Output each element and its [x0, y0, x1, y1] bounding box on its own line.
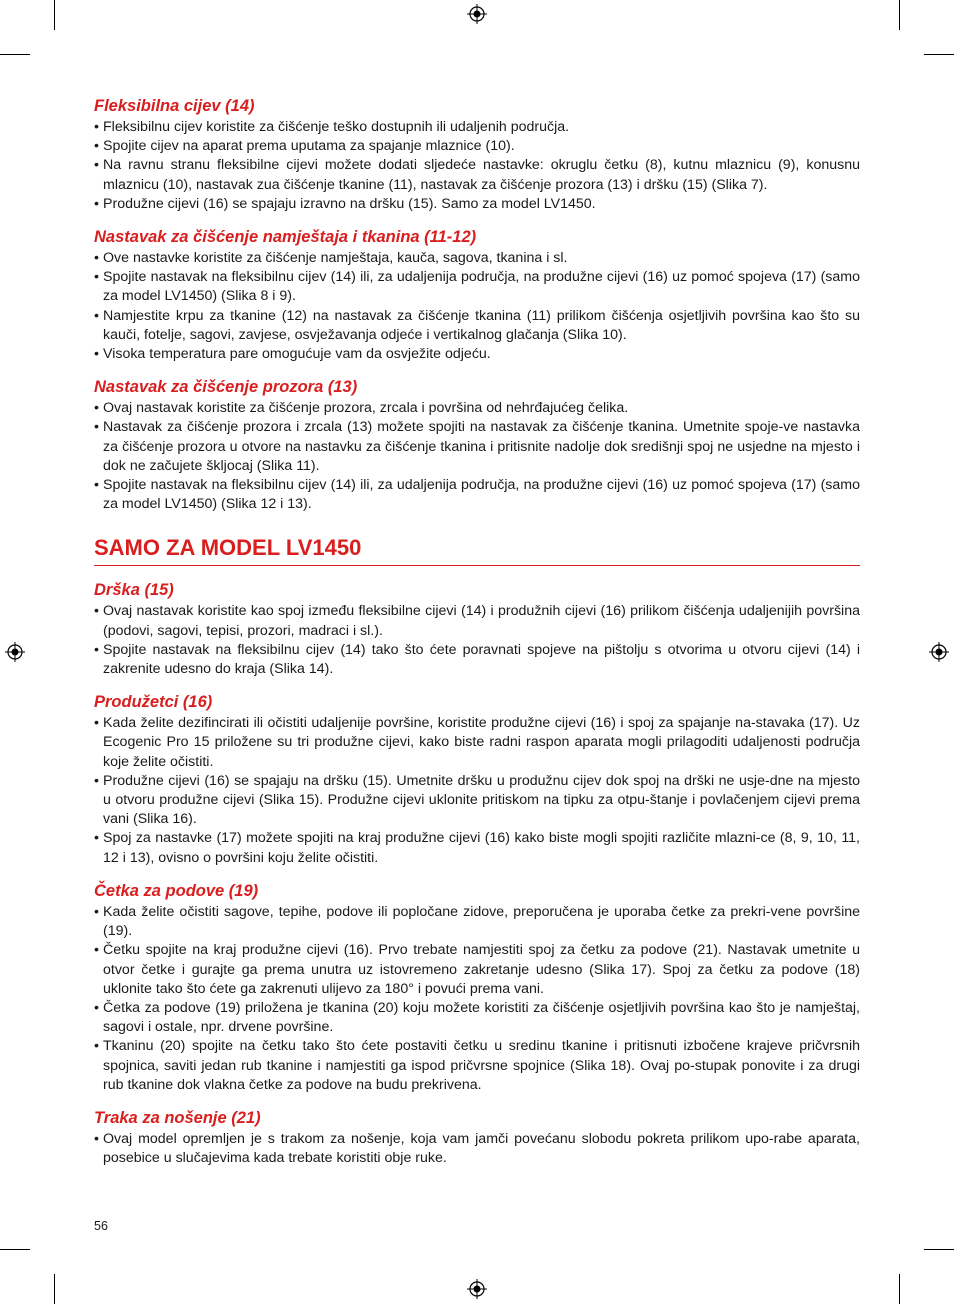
list-item: • Kada želite očistiti sagove, tepihe, podove ili popločane zidove, preporučena je uporaba četke za prekri-vene površine (19).	[94, 903, 860, 941]
list-item: • Fleksibilnu cijev koristite za čišćenje teško dostupnih ili udaljenih područja.	[94, 118, 860, 137]
section-heading: Četka za podove (19)	[94, 881, 259, 900]
section-heading: Traka za nošenje (21)	[94, 1108, 261, 1127]
bullet-list	[94, 714, 860, 868]
list-item: • Spojite nastavak na fleksibilnu cijev (14) ili, za udaljenija područja, na produžne cijevi (16) uz pomoć spojeva (17) (samo za model LV1450) (Slika 8 i 9).	[94, 268, 860, 306]
registration-mark-icon	[467, 1279, 487, 1299]
list-item: • Na ravnu stranu fleksibilne cijevi možete dodati sljedeće nastavke: okruglu četku (8), kutnu mlaznicu (9), konusnu mlaznicu (10), nastavak zua čišćenje tkanine (11), nastavak za čišćenje prozora (13) i dršku (15) (Slika 7).	[94, 156, 860, 194]
bullet-list	[94, 1130, 860, 1168]
sections-bottom	[94, 580, 860, 1168]
main-heading: SAMO ZA MODEL LV1450	[94, 534, 860, 566]
crop-mark	[0, 54, 30, 55]
list-item: • Spojite nastavak na fleksibilnu cijev (14) ili, za udaljenija područja, na produžne cijevi (16) uz pomoć spojeva (17) (samo za model LV1450) (Slika 12 i 13).	[94, 476, 860, 514]
crop-mark	[54, 1274, 55, 1304]
registration-mark-icon	[467, 4, 487, 24]
section-heading: Produžetci (16)	[94, 693, 213, 712]
list-item: • Spojite cijev na aparat prema uputama za spajanje mlaznice (10).	[94, 137, 860, 156]
bullet-list	[94, 249, 860, 364]
crop-mark	[54, 0, 55, 30]
section-heading: Drška (15)	[94, 581, 174, 600]
list-item: • Tkaninu (20) spojite na četku tako što ćete postaviti četku u sredinu tkanine i pritisnuti izbočene krajeve pričvrsnih spojnica, saviti jedan rub tkanine i namjestiti ga ispod pričvrsne spojnice (Slika 18). Ovaj po-stupak ponovite i za drugi rub tkanine dok vlakna četke za podove na budu prekrivena.	[94, 1037, 860, 1095]
page-number: 56	[94, 1219, 108, 1233]
bullet-list	[94, 602, 860, 679]
list-item: • Četku spojite na kraj produžne cijevi (16). Prvo trebate namjestiti spoj za četku za podove (21). Nastavak umetnite u otvor četke i gurajte ga prema unutra uz istovremeno zakretanje udesno (Slika 17). Spoj za četku za podove (18) uklonite tako što ćete ga zakrenuti ulijevo za 180° i povući prema vani.	[94, 941, 860, 999]
list-item: • Visoka temperatura pare omogućuje vam da osvježite odjeću.	[94, 345, 860, 364]
section-heading: Fleksibilna cijev (14)	[94, 97, 255, 115]
section-heading: Nastavak za čišćenje namještaja i tkanina (11-12)	[94, 228, 477, 247]
list-item: • Kada želite dezifincirati ili očistiti udaljenije površine, koristite produžne cijevi (16) i spoj za spajanje na-stavaka (17). Uz Ecogenic Pro 15 priložene su tri produžne cijevi, kako biste radni raspon aparata mogli prilagoditi udaljenosti područja koje želite očistiti.	[94, 714, 860, 772]
list-item: • Ovaj nastavak koristite za čišćenje prozora, zrcala i površina od nehrđajućeg čelika.	[94, 399, 860, 418]
list-item: • Ovaj nastavak koristite kao spoj između fleksibilne cijevi (14) i produžnih cijevi (16) prilikom čišćenja udaljenijih površina (podovi, sagovi, tepisi, prozori, madraci i sl.).	[94, 602, 860, 640]
bullet-list	[94, 903, 860, 1095]
bullet-list	[94, 399, 860, 514]
crop-mark	[899, 0, 900, 30]
list-item: • Nastavak za čišćenje prozora i zrcala (13) možete spojiti na nastavak za čišćenje tkanina. Umetnite spoje-ve nastavka za čišćenje prozora u otvore na nastavku za čišćenje tkanina i pritisnite nadolje dok središnji spoj ne usjedne na mjesto i dok ne začujete škljocaj (Slika 11).	[94, 418, 860, 476]
page-content	[94, 96, 860, 1181]
list-item: • Namjestite krpu za tkanine (12) na nastavak za čišćenje tkanina (11) prilikom čišćenja osjetljivih površina kao što su kauči, fotelje, sagovi, zavjese, osvježavanja odjeće i vertikalnog glačanja (Slika 10).	[94, 307, 860, 345]
crop-mark	[0, 1249, 30, 1250]
crop-mark	[924, 54, 954, 55]
list-item: • Produžne cijevi (16) se spajaju izravno na dršku (15). Samo za model LV1450.	[94, 195, 860, 214]
crop-mark	[924, 1249, 954, 1250]
sections-top	[94, 96, 860, 514]
list-item: • Spoj za nastavke (17) možete spojiti na kraj produžne cijevi (16) kako biste mogli spojiti različite mlazni-ce (8, 9, 10, 11, 12 i 13), ovisno o površini koju želite očistiti.	[94, 829, 860, 867]
registration-mark-icon	[5, 642, 25, 662]
list-item: • Spojite nastavak na fleksibilnu cijev (14) tako što ćete poravnati spojeve na pištolju s otvorima u otvoru cijevi (14) i zakrenite udesno do kraja (Slika 14).	[94, 641, 860, 679]
section-heading: Nastavak za čišćenje prozora (13)	[94, 378, 358, 397]
registration-mark-icon	[929, 642, 949, 662]
list-item: • Četka za podove (19) priložena je tkanina (20) koju možete koristiti za čišćenje osjetljivih površina kao što je namještaj, sagovi i ostale, npr. drvene površine.	[94, 999, 860, 1037]
crop-mark	[899, 1274, 900, 1304]
list-item: • Ove nastavke koristite za čišćenje namještaja, kauča, sagova, tkanina i sl.	[94, 249, 860, 268]
list-item: • Ovaj model opremljen je s trakom za nošenje, koja vam jamči povećanu slobodu pokreta prilikom upo-rabe aparata, posebice u slučajevima kada trebate koristiti obje ruke.	[94, 1130, 860, 1168]
list-item: • Produžne cijevi (16) se spajaju na dršku (15). Umetnite dršku u produžnu cijev dok spoj na drški ne usje-dne na mjesto u otvoru produžne cijevi (Slika 15). Produžne cijevi uklonite pritiskom na tipku za otpu-štanje i povlačenjem cijevi prema vani (Slika 16).	[94, 772, 860, 830]
bullet-list	[94, 118, 860, 214]
